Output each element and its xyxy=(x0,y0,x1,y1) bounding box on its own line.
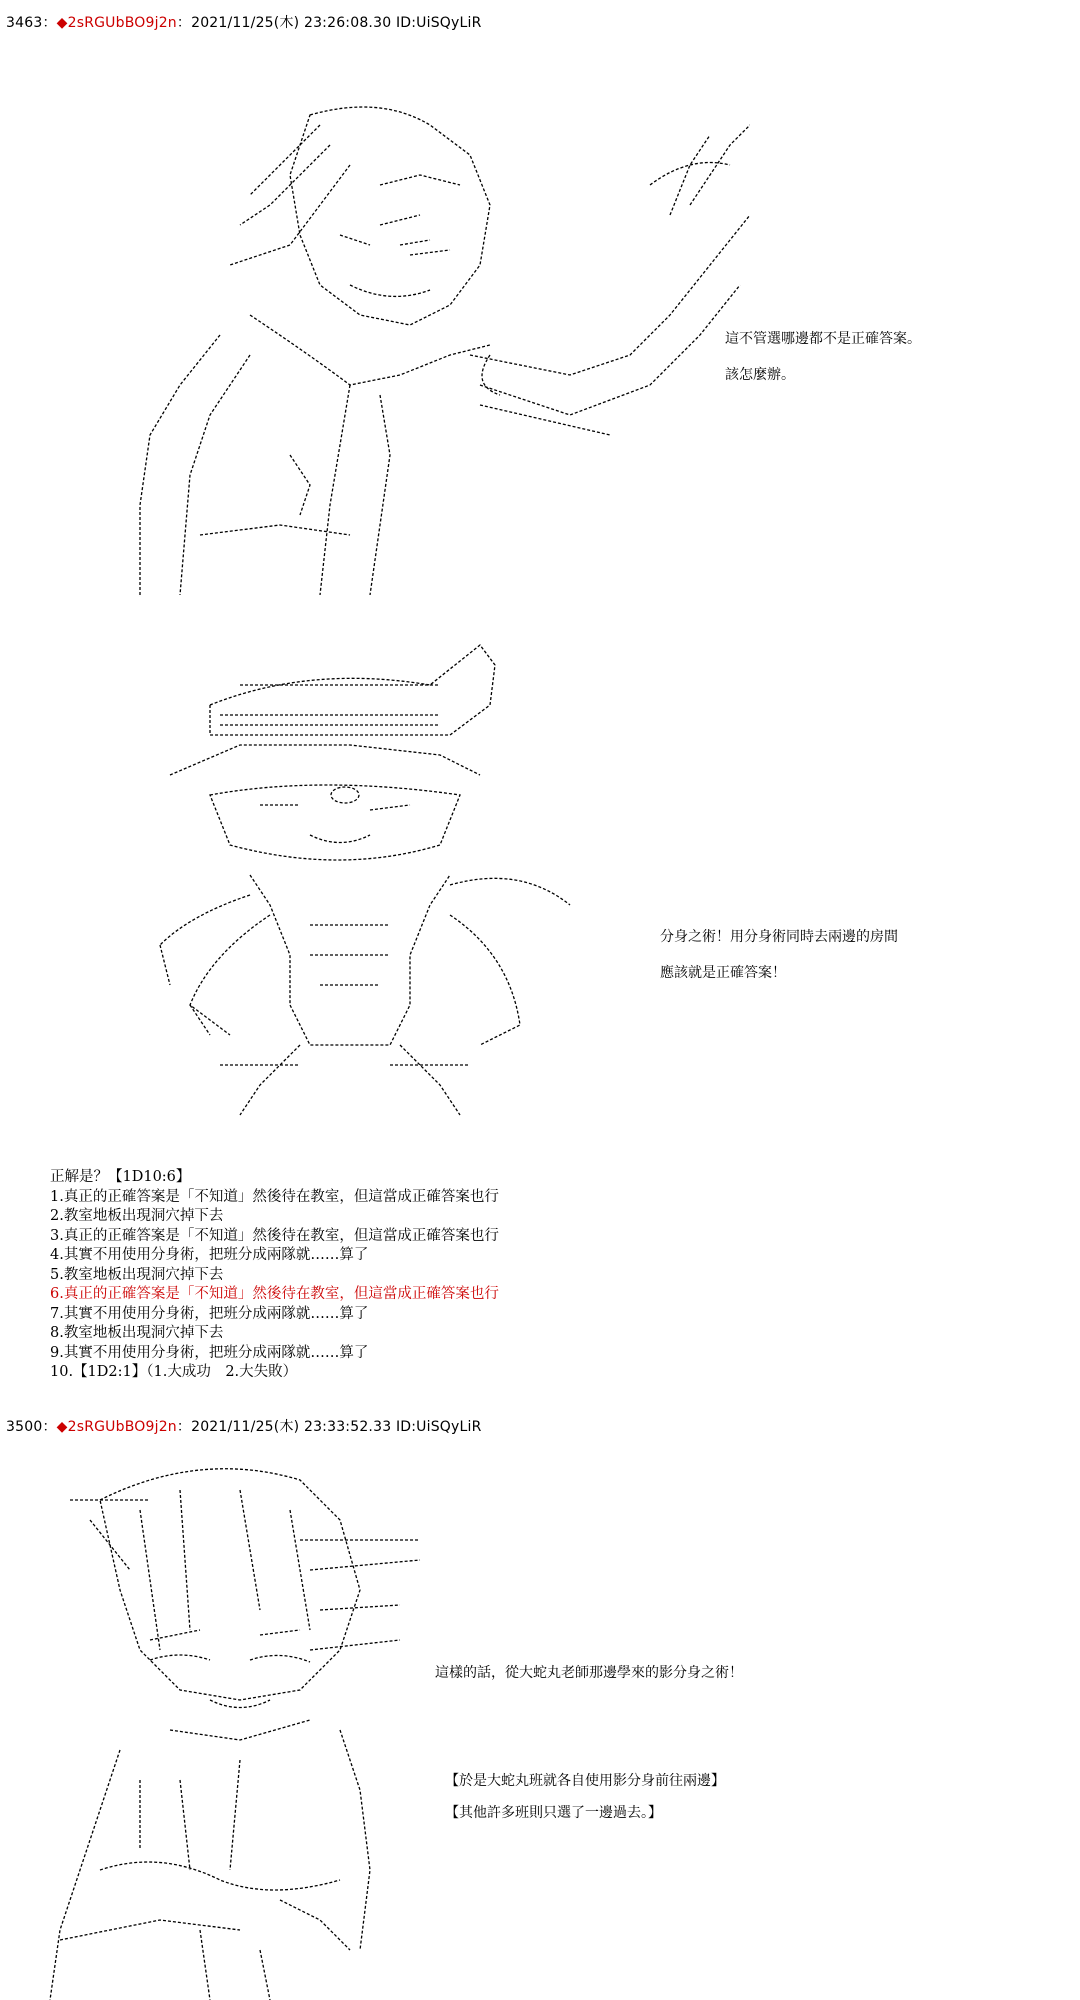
dialogue-line: 【其他許多班則只選了一邊過去。】 xyxy=(445,1805,662,1821)
post-number: 3500 xyxy=(6,1419,43,1435)
answer-item: 1.真正的正確答案是「不知道」然後待在教室，但這當成正確答案也行 xyxy=(50,1188,499,1205)
dialogue-1 xyxy=(725,330,921,402)
post-datetime: ：2021/11/25(木) 23:26:08.30 ID:UiSQyLiR xyxy=(176,15,482,31)
answer-list xyxy=(50,1168,499,1383)
answer-item: 8.教室地板出現洞穴掉下去 xyxy=(50,1325,224,1341)
dialogue-line: 【於是大蛇丸班就各自使用影分身前往兩邊】 xyxy=(445,1773,725,1789)
post-header-2 xyxy=(6,1418,482,1436)
answer-item: 10.【1D2:1】（1.大成功 2.大失敗） xyxy=(50,1364,298,1380)
answer-item: 2.教室地板出現洞穴掉下去 xyxy=(50,1208,224,1224)
post-number: 3463 xyxy=(6,15,43,31)
answer-item: 9.其實不用使用分身術，把班分成兩隊就……算了 xyxy=(50,1344,369,1361)
costumed-character-art xyxy=(150,625,590,1125)
answer-item: 4.其實不用使用分身術，把班分成兩隊就……算了 xyxy=(50,1247,369,1263)
trip-diamond-icon: ◆ xyxy=(56,15,68,31)
dialogue-line: 該怎麼辦。 xyxy=(725,367,795,383)
post-separator: ： xyxy=(42,1419,57,1435)
answer-item: 7.其實不用使用分身術，把班分成兩隊就……算了 xyxy=(50,1305,369,1322)
dialogue-line: 應該就是正確答案！ xyxy=(660,965,786,981)
dialogue-line: 這不管選哪邊都不是正確答案。 xyxy=(725,331,921,347)
dialogue-line: 這樣的話，從大蛇丸老師那邊學來的影分身之術！ xyxy=(435,1665,743,1681)
dialogue-line: 分身之術！用分身術同時去兩邊的房間 xyxy=(660,929,898,945)
poster-trip[interactable]: 2sRGUbBO9j2n xyxy=(67,15,177,31)
trip-diamond-icon: ◆ xyxy=(56,1419,68,1435)
student-raising-hand-art xyxy=(50,55,750,595)
answer-item-highlighted: 6.真正的正確答案是「不知道」然後待在教室，但這當成正確答案也行 xyxy=(50,1286,499,1302)
dialogue-4 xyxy=(445,1772,725,1840)
post-datetime: ：2021/11/25(木) 23:33:52.33 ID:UiSQyLiR xyxy=(176,1419,482,1435)
post-header-1 xyxy=(6,14,482,32)
answer-item: 3.真正的正確答案是「不知道」然後待在教室，但這當成正確答案也行 xyxy=(50,1227,499,1244)
thinking-character-art xyxy=(40,1450,460,2000)
dialogue-3 xyxy=(435,1664,743,1700)
poster-trip[interactable]: 2sRGUbBO9j2n xyxy=(67,1419,177,1435)
post-separator: ： xyxy=(42,15,57,31)
answer-title: 正解是？【1D10:6】 xyxy=(50,1169,191,1185)
dialogue-2 xyxy=(660,928,898,1000)
answer-item: 5.教室地板出現洞穴掉下去 xyxy=(50,1266,224,1283)
